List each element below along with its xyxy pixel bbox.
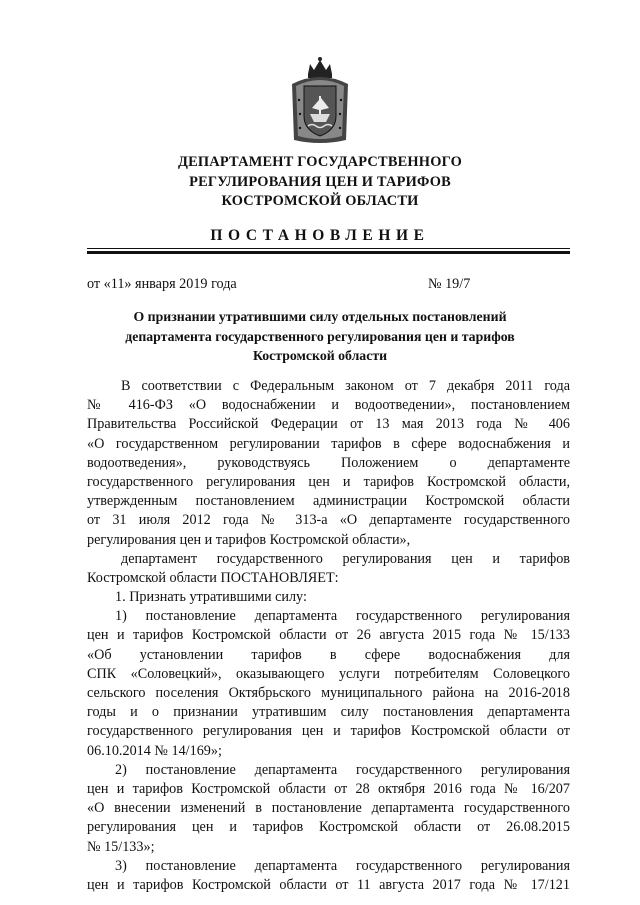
body-line: № 416-ФЗ «О водоснабжении и водоотведении», постановлением: [87, 397, 570, 414]
header-divider-thin: [87, 248, 570, 249]
document-subject: [80, 307, 560, 366]
body-line: государственного регулирования цен и тарифов Костромской области,: [87, 473, 570, 490]
body-line: 1) постановление департамента государственного регулирования: [115, 608, 570, 625]
body-line: утвержденным постановлением администрации Костромской области: [87, 493, 570, 510]
body-line: № 15/133»;: [87, 838, 155, 855]
body-line: цен и тарифов Костромской области от 28 октября 2016 года № 16/207: [87, 780, 570, 797]
body-line: регулирования цен и тарифов Костромской области от 26.08.2015: [87, 819, 570, 836]
body-line: департамент государственного регулирования цен и тарифов: [121, 550, 570, 567]
body-line: Костромской области ПОСТАНОВЛЯЕТ:: [87, 569, 339, 586]
subject-line: О признании утратившими силу отдельных постановлений: [133, 309, 507, 324]
subject-line: департамента государственного регулирования цен и тарифов: [125, 328, 515, 344]
department-title-line: РЕГУЛИРОВАНИЯ ЦЕН И ТАРИФОВ: [189, 173, 451, 190]
body-line: 1. Признать утратившими силу:: [115, 589, 307, 606]
document-type: ПОСТАНОВЛЕНИЕ: [210, 227, 430, 244]
document-number: № 19/7: [428, 276, 471, 292]
body-line: государственного регулирования цен и тарифов Костромской области от: [87, 723, 570, 740]
body-line: Правительства Российской Федерации от 13 мая 2013 года № 406: [87, 416, 570, 433]
department-title-line: ДЕПАРТАМЕНТ ГОСУДАРСТВЕННОГО: [178, 154, 462, 170]
body-line: цен и тарифов Костромской области от 11 августа 2017 года № 17/121: [87, 876, 570, 893]
department-title: [80, 153, 560, 212]
body-line: СПК «Соловецкий», оказывающего услуги потребителям Соловецкого: [87, 665, 570, 682]
body-line: водоотведения», руководствуясь Положением о департаменте: [87, 454, 570, 471]
body-line: В соответствии с Федеральным законом от 7 декабря 2011 года: [121, 378, 570, 394]
body-line: годы и о признании утратившим силу постановления департамента: [87, 704, 570, 721]
document-body: [87, 377, 570, 895]
document-date: от «11» января 2019 года: [87, 276, 237, 292]
header-divider-thick: [87, 251, 570, 254]
body-line: цен и тарифов Костромской области от 26 августа 2015 года № 15/133: [87, 627, 570, 644]
department-title-line: КОСТРОМСКОЙ ОБЛАСТИ: [221, 193, 419, 209]
body-line: регулирования цен и тарифов Костромской области»,: [87, 531, 411, 548]
body-line: 2) постановление департамента государственного регулирования: [115, 761, 570, 778]
body-line: «Об установлении тарифов в сфере водоснабжения для: [87, 646, 570, 663]
body-line: от 31 июля 2012 года № 313-а «О департаменте государственного: [87, 512, 570, 529]
body-line: сельского поселения Октябрьского муниципального района на 2016-2018: [87, 685, 570, 701]
body-line: 06.10.2014 № 14/169»;: [87, 742, 222, 759]
body-line: «О внесении изменений в постановление департамента государственного: [87, 800, 570, 817]
coat-of-arms-icon: [286, 56, 354, 144]
body-line: «О государственном регулировании тарифов в сфере водоснабжения и: [87, 435, 570, 452]
body-line: 3) постановление департамента государственного регулирования: [115, 857, 570, 874]
subject-line: Костромской области: [252, 348, 388, 363]
